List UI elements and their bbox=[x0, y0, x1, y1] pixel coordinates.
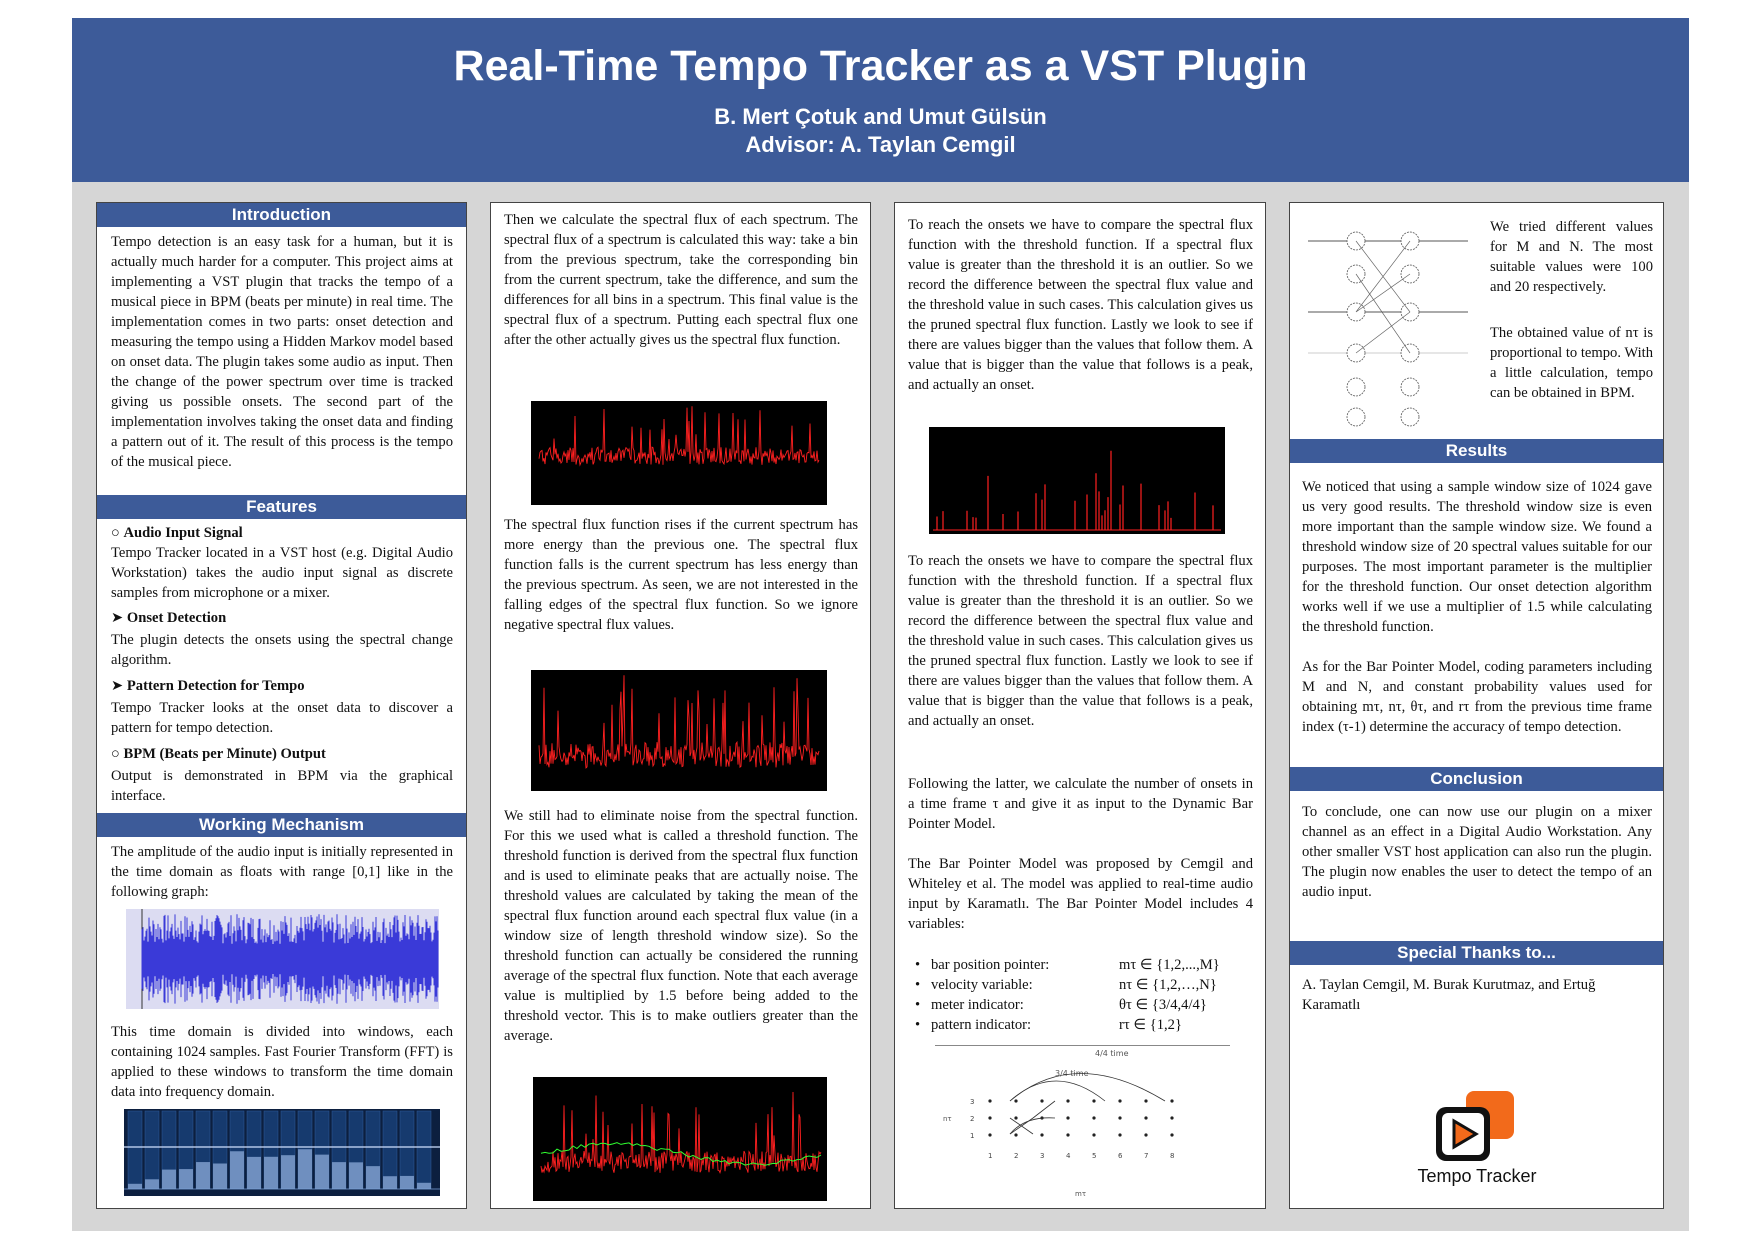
diagram-node bbox=[1040, 1099, 1043, 1102]
diagram-node bbox=[1118, 1099, 1121, 1102]
spectral-flux-rise-text: The spectral flux function rises if the current spectrum has more energy than the previous one. The spectral flux function falls is the current spectrum has less energy than the previous spectrum. As seen, we are not interested in the falling edges of the spectral flux function. So we ignore negative spectral flux values. bbox=[504, 517, 858, 633]
feature-item bbox=[111, 676, 453, 738]
working-mechanism-text-2: This time domain is divided into windows, each containing 1024 samples. Fast Fourier Transform (FFT) is applied to these windows to transform the time domain data into frequency domain. bbox=[111, 1024, 453, 1100]
hmm-node bbox=[1401, 378, 1419, 396]
diagram-ylabel: nτ bbox=[943, 1115, 952, 1123]
introduction-text: Tempo detection is an easy task for a human, but it is actually much harder for a computer. This project aims at implementing a VST plugin that tracks the tempo of a musical piece in BPM (beats per minute) in real time. The implementation comes in two parts: onset detection and measuring the tempo using a Hidden Markov model based on onset data. The plugin takes some audio as input. Then the change of the power spectrum over time is tracked giving us possible onsets. The second part of the implementation involves taking the onset data and finding a pattern out of it. The result of this process is the tempo of the musical piece. bbox=[111, 234, 453, 470]
bar-pointer-text: The Bar Pointer Model was proposed by Cemgil and Whiteley et al. The model was applied to real-time audio input by Karamatlı. The Bar Pointer Model includes 4 variables: bbox=[908, 856, 1253, 932]
diagram-node bbox=[988, 1116, 991, 1119]
spectrum-analyzer-image bbox=[124, 1109, 440, 1196]
onset-text-1: To reach the onsets we have to compare the spectral flux function with the threshold function. If a spectral flux value is greater than the threshold it is an outlier. So we record the difference between the spectral flux value and the threshold value in such cases. This calculation gives us the pruned spectral flux function. Lastly we look to see if there are values bigger than the values that follow them. A value that is bigger than the value that follows is a peak, and actually an onset. bbox=[908, 217, 1253, 393]
thanks-text: A. Taylan Cemgil, M. Burak Kurutmaz, and Ertuğ Karamatlı bbox=[1302, 977, 1596, 1013]
rectified-flux-graph bbox=[531, 670, 827, 791]
tempo-text: The obtained value of nτ is proportional to tempo. With a little calculation, tempo can be obtained in BPM. bbox=[1490, 325, 1653, 401]
feature-text: Output is demonstrated in BPM via the graphical interface. bbox=[111, 768, 453, 804]
diagram-col-label: 7 bbox=[1144, 1152, 1149, 1160]
onset-text-2: To reach the onsets we have to compare the spectral flux function with the threshold function. If a spectral flux value is greater than the threshold it is an outlier. So we record the difference between the spectral flux value and the threshold value in such cases. This calculation gives us the pruned spectral flux function. Lastly we look to see if there are values bigger than the values that follow them. A value that is bigger than the value that follows is a peak, and actually an onset. bbox=[908, 553, 1253, 729]
column-3 bbox=[894, 202, 1266, 1209]
column-1 bbox=[96, 202, 467, 1209]
results-text-2: As for the Bar Pointer Model, coding parameters including M and N, and constant probability values used for obtaining mτ, nτ, θτ, and rτ from the previous time frame index (τ-1) determine the accuracy of tempo detection. bbox=[1302, 659, 1652, 735]
poster-title: Real-Time Tempo Tracker as a VST Plugin bbox=[453, 42, 1308, 90]
column-2 bbox=[490, 202, 871, 1209]
diagram-node bbox=[1144, 1099, 1147, 1102]
poster-advisor: Advisor: A. Taylan Cemgil bbox=[745, 132, 1016, 157]
diagram-col-label: 1 bbox=[988, 1152, 993, 1160]
feature-item bbox=[111, 523, 453, 603]
feature-bullet: ➤ bbox=[111, 610, 124, 626]
logo-text: Tempo Tracker bbox=[1417, 1166, 1537, 1186]
diagram-node bbox=[988, 1099, 991, 1102]
feature-title: BPM (Beats per Minute) Output bbox=[123, 746, 326, 762]
diagram-node bbox=[1066, 1099, 1069, 1102]
diagram-node bbox=[1092, 1133, 1095, 1136]
waveform-image bbox=[126, 909, 439, 1009]
working-mechanism-text-1: The amplitude of the audio input is initially represented in the time domain as floats with range [0,1] like in the following graph: bbox=[111, 844, 453, 900]
diagram-node bbox=[1066, 1116, 1069, 1119]
parameter-text: We tried different values for M and N. The most suitable values were 100 and 20 respectively. bbox=[1490, 219, 1653, 295]
hmm-graph-image bbox=[1308, 219, 1468, 429]
diagram-node bbox=[1118, 1116, 1121, 1119]
feature-title: Pattern Detection for Tempo bbox=[126, 678, 305, 694]
bar-pointer-variables bbox=[913, 955, 1220, 1035]
pruned-flux-plot bbox=[929, 427, 1225, 534]
bar-pointer-diagram bbox=[935, 1045, 1230, 1201]
spectral-flux-graph bbox=[531, 401, 827, 505]
diagram-label-44: 4/4 time bbox=[1095, 1049, 1129, 1058]
diagram-node bbox=[1144, 1133, 1147, 1136]
diagram-node bbox=[1170, 1116, 1173, 1119]
variable-item: • bar position pointer: mτ ∈ {1,2,...,M} bbox=[913, 955, 1220, 975]
spectral-flux-plot-1 bbox=[531, 401, 827, 505]
spectral-flux-plot-2 bbox=[531, 670, 827, 791]
diagram-col-label: 6 bbox=[1118, 1152, 1123, 1160]
hmm-graph bbox=[1308, 219, 1468, 429]
feature-bullet: ➤ bbox=[111, 678, 124, 694]
feature-bullet: ○ bbox=[111, 746, 120, 762]
diagram-node bbox=[1170, 1133, 1173, 1136]
conclusion-heading: Conclusion bbox=[1290, 767, 1663, 791]
spectrum-plot bbox=[124, 1109, 440, 1196]
thanks-heading: Special Thanks to... bbox=[1290, 941, 1663, 965]
bar-pointer-diagram-graphic bbox=[935, 1046, 1230, 1201]
threshold-graph bbox=[533, 1077, 827, 1201]
play-icon bbox=[1433, 1091, 1523, 1161]
feature-item bbox=[111, 744, 453, 806]
diagram-node bbox=[988, 1133, 991, 1136]
onset-count-text: Following the latter, we calculate the number of onsets in a time frame τ and give it as input to the Dynamic Bar Pointer Model. bbox=[908, 776, 1253, 832]
results-text-1: We noticed that using a sample window size of 1024 gave us very good results. The threshold window size is even more important than the sample window size. We found a threshold window size of 20 spectral values suitable for our purposes. The most important parameter is the multiplier for the threshold function. Our onset detection algorithm works well if we use a multiplier of 1.5 while calculating the threshold function. bbox=[1302, 479, 1652, 635]
diagram-node bbox=[1092, 1116, 1095, 1119]
working-mechanism-heading: Working Mechanism bbox=[97, 813, 466, 837]
diagram-node bbox=[1092, 1099, 1095, 1102]
diagram-row-label: 1 bbox=[970, 1132, 975, 1140]
diagram-row-label: 2 bbox=[970, 1115, 975, 1123]
diagram-col-label: 8 bbox=[1170, 1152, 1175, 1160]
feature-title: Audio Input Signal bbox=[123, 525, 243, 541]
feature-bullet: ○ bbox=[111, 525, 120, 541]
pruned-flux-graph bbox=[929, 427, 1225, 534]
threshold-text: We still had to eliminate noise from the spectral function. For this we used what is called a threshold function. The threshold function is derived from the spectral flux function and is used to eliminate peaks that are actually noise. The threshold values are calculated by taking the mean of the spectral flux function around each spectral flux value (in a window size of length threshold window size). So the threshold function can actually be considered the running average of the spectral flux function. Note that each average value is multiplied by 1.5 before being added to the threshold vector. This is to make outliers greater than the average. bbox=[504, 808, 858, 1044]
diagram-col-label: 2 bbox=[1014, 1152, 1019, 1160]
spectral-flux-text: Then we calculate the spectral flux of each spectrum. The spectral flux of a spectrum is calculated this way: take a bin from the previous spectrum, take the corresponding bin from the current spectrum, take the difference, and sum the differences for all bins in a spectrum. This final value is the spectral flux of a spectrum. Putting each spectral flux one after the other actually gives us the spectral flux function. bbox=[504, 212, 858, 348]
feature-title: Onset Detection bbox=[126, 610, 227, 626]
hmm-node bbox=[1401, 408, 1419, 426]
features-heading: Features bbox=[97, 495, 466, 519]
diagram-node bbox=[1118, 1133, 1121, 1136]
diagram-label-34: 3/4 time bbox=[1055, 1069, 1089, 1078]
diagram-col-label: 5 bbox=[1092, 1152, 1097, 1160]
diagram-node bbox=[1014, 1099, 1017, 1102]
diagram-node bbox=[1144, 1116, 1147, 1119]
feature-text: Tempo Tracker located in a VST host (e.g. Digital Audio Workstation) takes the audio input signal as discrete samples from microphone or a mixer. bbox=[111, 545, 453, 601]
threshold-plot bbox=[533, 1077, 827, 1201]
variable-item: • pattern indicator: rτ ∈ {1,2} bbox=[913, 1015, 1220, 1035]
variable-item: • velocity variable: nτ ∈ {1,2,…,N} bbox=[913, 975, 1220, 995]
diagram-node bbox=[1014, 1116, 1017, 1119]
conclusion-text: To conclude, one can now use our plugin on a mixer channel as an effect in a Digital Audio Workstation. Any other smaller VST host application can also run the plugin. The plugin now enables the user to detect the tempo of an audio input. bbox=[1302, 804, 1652, 900]
diagram-node bbox=[1014, 1133, 1017, 1136]
diagram-node bbox=[1066, 1133, 1069, 1136]
introduction-heading: Introduction bbox=[97, 203, 466, 227]
diagram-xlabel: mτ bbox=[1075, 1190, 1087, 1198]
column-4 bbox=[1289, 202, 1664, 1209]
diagram-col-label: 4 bbox=[1066, 1152, 1071, 1160]
poster-authors: B. Mert Çotuk and Umut Gülsün bbox=[714, 104, 1047, 129]
tempo-tracker-logo bbox=[1433, 1091, 1523, 1161]
feature-text: Tempo Tracker looks at the onset data to discover a pattern for tempo detection. bbox=[111, 700, 453, 736]
feature-item bbox=[111, 608, 453, 670]
diagram-col-label: 3 bbox=[1040, 1152, 1045, 1160]
diagram-node bbox=[1170, 1099, 1173, 1102]
waveform-plot bbox=[126, 909, 439, 1009]
hmm-node bbox=[1347, 408, 1365, 426]
variable-item: • meter indicator: θτ ∈ {3/4,4/4} bbox=[913, 995, 1220, 1015]
results-heading: Results bbox=[1290, 439, 1663, 463]
feature-text: The plugin detects the onsets using the spectral change algorithm. bbox=[111, 632, 453, 668]
poster-header bbox=[72, 18, 1689, 182]
diagram-node bbox=[1040, 1133, 1043, 1136]
diagram-row-label: 3 bbox=[970, 1098, 975, 1106]
hmm-node bbox=[1347, 378, 1365, 396]
